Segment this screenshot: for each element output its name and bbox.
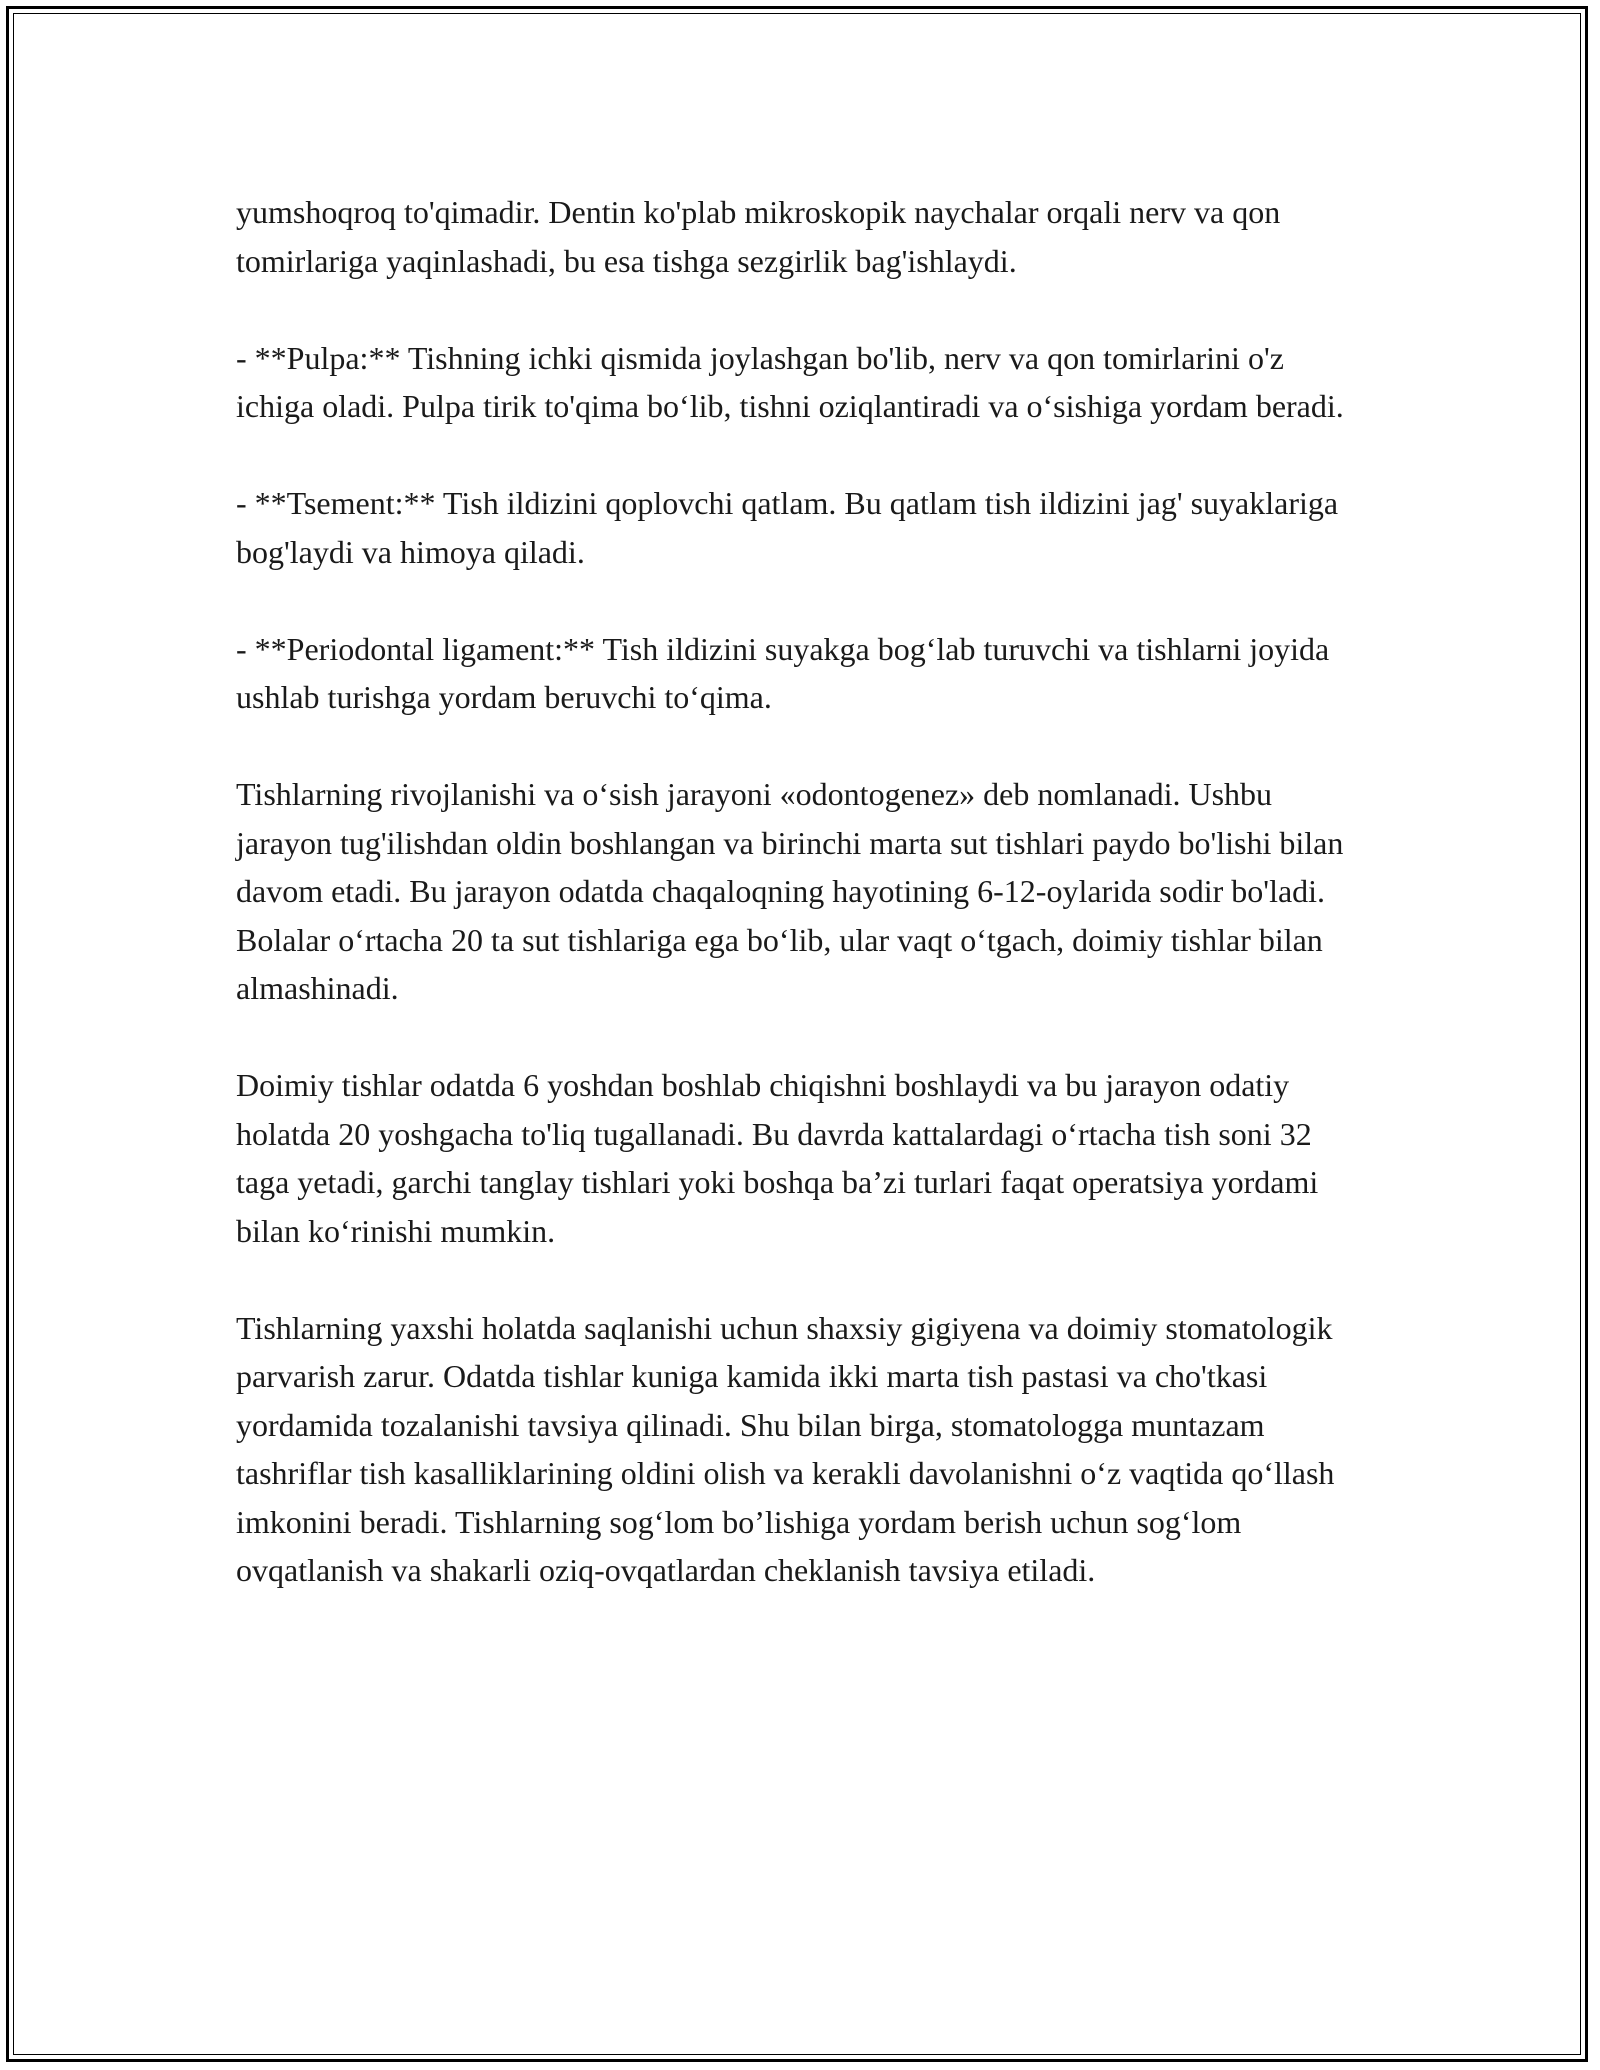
paragraph-pulpa: - **Pulpa:** Tishning ichki qismida joylashgan bo'lib, nerv va qon tomirlarini o'z ichiga oladi. Pulpa tirik to'qima bo‘lib, tishni oziqlantiradi va o‘sishiga yordam beradi.	[236, 339, 1344, 424]
paragraph-dentin: yumshoqroq to'qimadir. Dentin ko'plab mikroskopik naychalar orqali nerv va qon tomirlariga yaqinlashadi, bu esa tishga sezgirlik bag'ishlaydi.	[236, 194, 1281, 279]
document-body	[236, 188, 1376, 1595]
paragraph-odontogenez: Tishlarning rivojlanishi va o‘sish jarayoni «odontogenez» deb nomlanadi. Ushbu jarayon tug'ilishdan oldin boshlangan va birinchi marta sut tishlari paydo bo'lishi bilan davom etadi. Bu jarayon odatda chaqaloqning hayotining 6-12-oylarida sodir bo'ladi. Bolalar o‘rtacha 20 ta sut tishlariga ega bo‘lib, ular vaqt o‘tgach, doimiy tishlar bilan almashinadi.	[236, 776, 1344, 1006]
paragraph-tsement: - **Tsement:** Tish ildizini qoplovchi qatlam. Bu qatlam tish ildizini jag' suyaklariga bog'laydi va himoya qiladi.	[236, 485, 1339, 570]
paragraph-periodontal-ligament: - **Periodontal ligament:** Tish ildizini suyakga bog‘lab turuvchi va tishlarni joyida ushlab turishga yordam beruvchi to‘qima.	[236, 630, 1330, 715]
paragraph-gigiyena: Tishlarning yaxshi holatda saqlanishi uchun shaxsiy gigiyena va doimiy stomatologik parvarish zarur. Odatda tishlar kuniga kamida ikki marta tish pastasi va cho'tkasi yordamida tozalanishi tavsiya qilinadi. Shu bilan birga, stomatologga muntazam tashriflar tish kasalliklarining oldini olish va kerakli davolanishni o‘z vaqtida qo‘llash imkonini beradi. Tishlarning sog‘lom bo’lishiga yordam berish uchun sog‘lom ovqatlanish va shakarli oziq-ovqatlardan cheklanish tavsiya etiladi.	[236, 1309, 1335, 1588]
paragraph-doimiy-tishlar: Doimiy tishlar odatda 6 yoshdan boshlab chiqishni boshlaydi va bu jarayon odatiy holatda 20 yoshgacha to'liq tugallanadi. Bu davrda kattalardagi o‘rtacha tish soni 32 taga yetadi, garchi tanglay tishlari yoki boshqa ba’zi turlari faqat operatsiya yordami bilan ko‘rinishi mumkin.	[236, 1067, 1319, 1249]
